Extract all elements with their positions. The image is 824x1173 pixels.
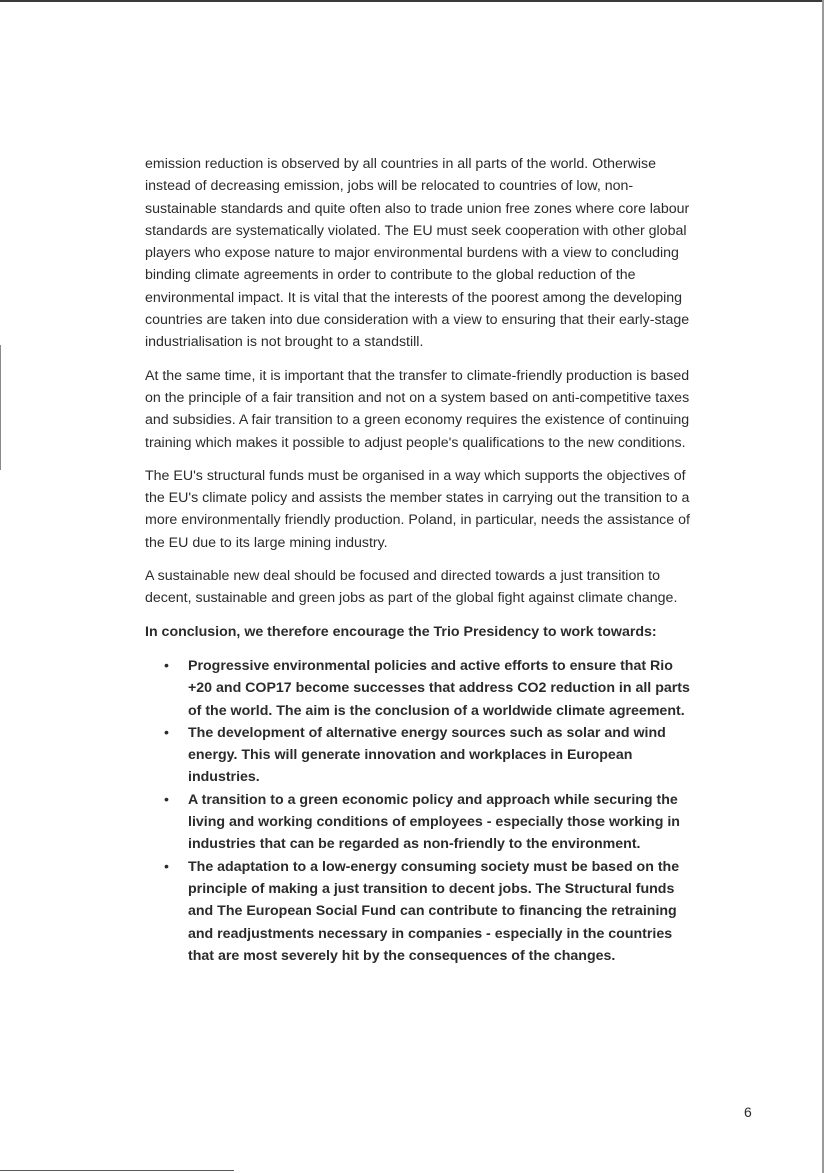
page-number: 6 <box>744 1104 752 1120</box>
bullet-icon: • <box>164 791 169 808</box>
scan-edge-top <box>0 0 824 2</box>
bullet-icon: • <box>164 858 169 875</box>
bullet-icon: • <box>164 724 169 741</box>
paragraph-new-deal: A sustainable new deal should be focused and directed towards a just transition to decent, sustainable and green jobs as part of the global fight against climate change. <box>145 568 678 607</box>
list-item <box>145 722 695 789</box>
list-item-text: Progressive environmental policies and active efforts to ensure that Rio +20 and COP17 become successes that address CO2 reduction in all parts of the world. The aim is the conclusion of a worldwide climate agreement. <box>188 657 690 719</box>
paragraph-structural-funds: The EU's structural funds must be organised in a way which supports the objectives of the EU's climate policy and assists the member states in carrying out the transition to a more environmentally friendly production. Poland, in particular, needs the assistance of the EU due to its large mining industry. <box>145 467 690 551</box>
bullet-icon: • <box>164 657 169 674</box>
conclusion-bullet-list <box>145 655 695 967</box>
document-body <box>145 153 695 967</box>
list-item-text: The adaptation to a low-energy consuming society must be based on the principle of making a just transition to decent jobs. The Structural funds and The European Social Fund can contribute to financing the retraining and readjustments necessary in companies - especially in the countries that are most severely hit by the consequences of the changes. <box>188 858 680 964</box>
list-item <box>145 655 695 722</box>
scan-mark-left <box>0 345 1 470</box>
paragraph-emission-reduction: emission reduction is observed by all countries in all parts of the world. Otherwise instead of decreasing emission, jobs will be relocated to countries of low, non-sustainable standards and quite often also to trade union free zones where core labour standards are systematically violated. The EU must seek cooperation with other global players who expose nature to major environmental burdens with a view to concluding binding climate agreements in order to contribute to the global reduction of the environmental impact. It is vital that the interests of the poorest among the developing countries are taken into due consideration with a view to ensuring that their early-stage industrialisation is not brought to a standstill. <box>145 156 690 351</box>
paragraph-fair-transition: At the same time, it is important that the transfer to climate-friendly production is based on the principle of a fair transition and not on a system based on anti-competitive taxes and subsidies. A fair transition to a green economy requires the existence of continuing training which makes it possible to adjust people's qualifications to the new conditions. <box>145 367 690 451</box>
list-item-text: The development of alternative energy sources such as solar and wind energy. This will generate innovation and workplaces in European industries. <box>188 724 666 786</box>
conclusion-heading: In conclusion, we therefore encourage the Trio Presidency to work towards: <box>145 623 657 640</box>
list-item <box>145 789 695 856</box>
scan-edge-bottom <box>0 1170 234 1171</box>
list-item-text: A transition to a green economic policy and approach while securing the living and working conditions of employees - especially those working in industries that can be regarded as non-friendly to the environment. <box>188 791 680 853</box>
list-item <box>145 856 695 967</box>
